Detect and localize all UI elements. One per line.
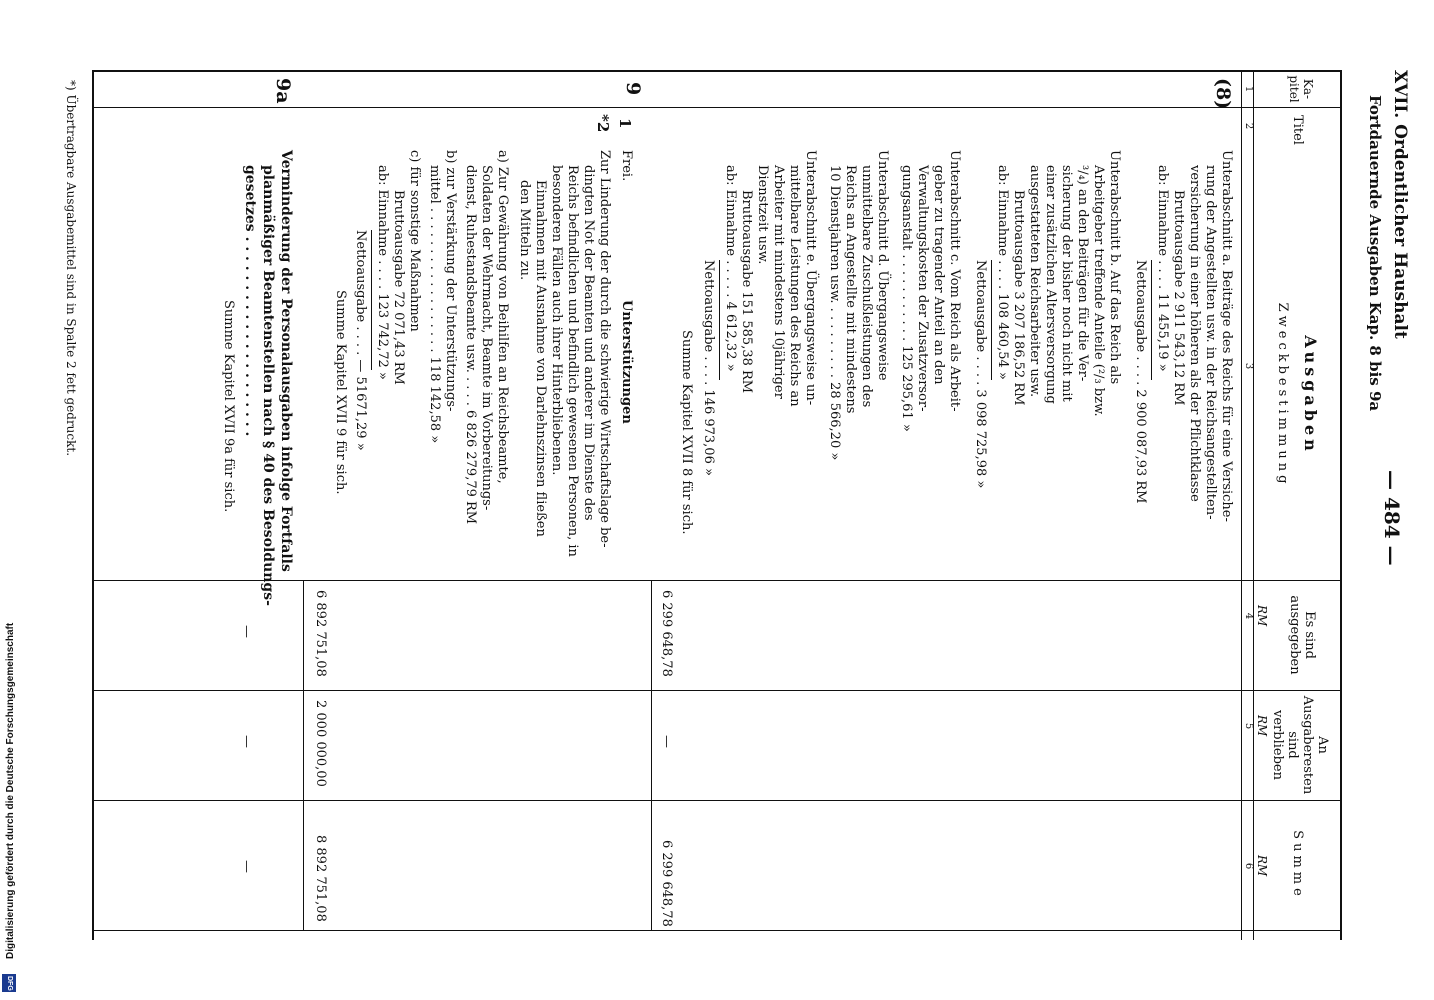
kap8-summe: 6 299 648,78 — [659, 840, 674, 927]
kap8-a-line: rung der Angestellten usw. in der Reichsangestellten- — [1203, 165, 1218, 520]
colnum-3: 3 — [1243, 362, 1254, 370]
kap9-line: Einnahmen mit Ausnahme von Darlehnszinsen fließen — [533, 180, 548, 537]
kap9-titel-1: 1 — [616, 118, 634, 129]
kap8-e-line: mittelbare Leistungen des Reichs an — [787, 165, 802, 407]
colnum-1: 1 — [1243, 85, 1254, 93]
kap8-b-line: einer zusätzlichen Altersversorgung — [1043, 165, 1058, 404]
kap9-line: a) Zur Gewährung von Beihilfen an Reichsbeamte, — [495, 150, 510, 484]
kap8-c-line: gungsanstalt . . . . . . . . . . . 125 295,61 » — [899, 165, 914, 432]
col-rule-3 — [92, 690, 1342, 691]
colhead-kapitel: Ka- pitel — [1287, 75, 1315, 103]
kap8-c-line: geber zu tragender Anteil an den — [931, 165, 946, 385]
kap9a-line: gesetzes . . . . . . . . . . . . . . . . . . . . . — [242, 165, 258, 437]
kap9-label: 9 — [622, 82, 644, 96]
footnote: *) Übertragbare Ausgabemittel sind in Spalte 2 fett gedruckt. — [64, 80, 78, 457]
kap9-line: besonderen Fällen auch ihrer Hinterbliebenen. — [549, 165, 564, 476]
kap8-e-line: Dienstzeit usw. — [755, 165, 770, 265]
kap8-b-line: ausgestatteten Reichsarbeiter usw. — [1027, 165, 1042, 398]
kap9-heading: Unterstützungen — [619, 300, 634, 424]
kap8-d-line: Unterabschnitt d. Übergangsweise — [875, 150, 890, 381]
colhead-summe: Summe — [1290, 830, 1305, 900]
colhead-titel: Titel — [1290, 115, 1305, 145]
colnum-5: 5 — [1243, 722, 1254, 730]
colhead-ausgaben: Ausgaben — [1301, 335, 1320, 455]
kap8-e-line: Unterabschnitt e. Übergangsweise un- — [803, 150, 818, 406]
kap9-line: mittel . . . . . . . . . . . . . . . . . . 118 142,58 » — [427, 165, 442, 444]
kap9a-line: planmäßiger Beamtenstellen nach § 40 des Besoldungs- — [260, 165, 276, 606]
kap9-row-rule — [303, 580, 304, 930]
kap9-line: ab: Einnahme . . . . 123 742,72 » — [375, 165, 390, 380]
kap8-e-line: Arbeiter mit mindestens 10jähriger — [771, 165, 786, 399]
kap9-line: Soldaten der Wehrmacht, Beamte im Vorbereitungs- — [479, 165, 494, 511]
col-rule-4 — [92, 800, 1342, 801]
unit-col5: RM — [1255, 715, 1269, 737]
kap8-b-line: sicherung der bisher noch nicht mit — [1059, 165, 1074, 402]
col-rule-1 — [92, 107, 1342, 108]
kap8-resten: — — [659, 735, 674, 748]
unit-col6: RM — [1255, 855, 1269, 877]
table-bottom-rule — [92, 70, 94, 940]
kap9-line: b) zur Verstärkung der Unterstützungs- — [443, 150, 458, 412]
kap9a-summe: — — [239, 860, 254, 873]
kap8-ausgegeben: 6 299 648,78 — [659, 590, 674, 677]
kap9-line: den Mitteln zu. — [517, 180, 532, 281]
kap9a-sum-label: Summe Kapitel XVII 9a für sich. — [221, 300, 236, 513]
page-title: XVII. Ordentlicher Haushalt — [1390, 70, 1410, 339]
kap9-titel-2: *2 — [594, 114, 612, 133]
colhead-resten: An Ausgaberesten sind verblieben — [1270, 695, 1330, 795]
col-rule-5 — [92, 930, 1342, 931]
header-bottom-rule — [1253, 70, 1254, 940]
kap8-label: (8) — [1212, 78, 1234, 110]
kap8-row-rule — [651, 580, 652, 930]
col-rule-2 — [92, 580, 1342, 581]
colnum-2: 2 — [1243, 122, 1254, 130]
colnum-6: 6 — [1243, 862, 1254, 870]
kap8-a-line: Unterabschnitt a. Beiträge des Reichs für eine Versiche- — [1219, 150, 1234, 522]
kap8-sum-label: Summe Kapitel XVII 8 für sich. — [679, 330, 694, 535]
kap8-b-line: ³/₄) an den Beiträgen für die Ver- — [1075, 165, 1090, 382]
page-subtitle: Fortdauernde Ausgaben Kap. 8 bis 9a — [1366, 95, 1384, 412]
kap8-a-line: versicherung in einer höheren als der Pflichtklasse — [1187, 165, 1202, 502]
dfg-credit-text: Digitalisierung gefördert durch die Deutsche Forschungsgemeinschaft — [5, 622, 16, 959]
kap8-a-line: ab: Einnahme . . . . 11 455,19 » — [1155, 165, 1170, 372]
table-top-rule — [1340, 70, 1342, 940]
kap8-c-line: Verwaltungskosten der Zusatzversor- — [915, 165, 930, 412]
kap8-b-line: Bruttoausgabe 3 207 186,52 RM — [1011, 190, 1026, 406]
kap9-line: Nettoausgabe . . . . — 51671,29 » — [353, 230, 368, 451]
colnum-4: 4 — [1243, 612, 1254, 620]
kap8-e-line: Bruttoausgabe 151 585,38 RM — [739, 190, 754, 394]
kap9-titel-1-text: Frei. — [619, 150, 634, 182]
kap8-b-line: Arbeitgeber treffende Anteile (²/₃ bzw. — [1091, 165, 1106, 417]
kap8-a-line: Nettoausgabe . . . . 2 900 087,93 RM — [1133, 260, 1148, 504]
kap8-e-line: ab: Einnahme . . . . . 4 612,32 » — [723, 165, 738, 372]
kap9-sum-label: Summe Kapitel XVII 9 für sich. — [333, 290, 348, 495]
kap9-line: Reichs befindlichen und befindlich gewesenen Personen, in — [565, 165, 580, 557]
unit-col4: RM — [1255, 605, 1269, 627]
kap9-line: Zur Linderung der durch die schwierige Wirtschaftslage be- — [597, 150, 612, 548]
table-left-rule — [92, 70, 1342, 72]
page-number: — 484 — — [1380, 470, 1404, 566]
sum-rule — [371, 230, 372, 370]
kap9a-label: 9a — [272, 78, 294, 104]
colhead-zweck: Zweckbestimmung — [1275, 302, 1290, 488]
kap8-e-line: Nettoausgabe . . . . 146 973,06 » — [701, 260, 716, 476]
kap8-d-line: unmittelbare Zuschußleistungen des — [859, 165, 874, 408]
kap8-b-line: ab: Einnahme . . . . 108 460,54 » — [995, 165, 1010, 380]
colhead-ausgegeben: Es sind ausgegeben — [1287, 595, 1317, 675]
colnum-rule — [1241, 70, 1242, 940]
sum-rule — [1151, 260, 1152, 380]
kap9a-line: Verminderung der Personalausgaben infolge Fortfalls — [278, 150, 294, 572]
kap8-a-line: Bruttoausgabe 2 911 543,12 RM — [1171, 190, 1186, 406]
kap9-line: dienst, Ruhestandsbeamte usw. . . . . 6 826 279,79 RM — [463, 165, 478, 525]
kap9-line: Bruttoausgabe 72 071,43 RM — [391, 190, 406, 385]
kap9a-ausgegeben: — — [239, 625, 254, 638]
dfg-logo: DFG — [2, 974, 16, 992]
kap9-resten: 2 000 000,00 — [313, 700, 328, 787]
kap8-c-line: Unterabschnitt c. Vom Reich als Arbeit- — [947, 150, 962, 412]
kap8-b-line: Nettoausgabe . . . . 3 098 725,98 » — [973, 260, 988, 489]
kap9-ausgegeben: 6 892 751,08 — [313, 590, 328, 677]
sum-rule — [719, 260, 720, 380]
kap8-b-line: Unterabschnitt b. Auf das Reich als — [1107, 150, 1122, 385]
kap8-d-line: Reichs an Angestellte mit mindestens — [843, 165, 858, 414]
kap9a-resten: — — [239, 735, 254, 748]
kap9-line: dingten Not der Beamten und anderer im Dienste des — [581, 165, 596, 521]
kap9-summe: 8 892 751,08 — [313, 835, 328, 922]
sum-rule — [991, 260, 992, 380]
kap8-d-line: 10 Dienstjahren usw. . . . . . . . . . 28 566,20 » — [827, 165, 842, 461]
kap9-line: c) für sonstige Maßnahmen — [407, 150, 422, 332]
